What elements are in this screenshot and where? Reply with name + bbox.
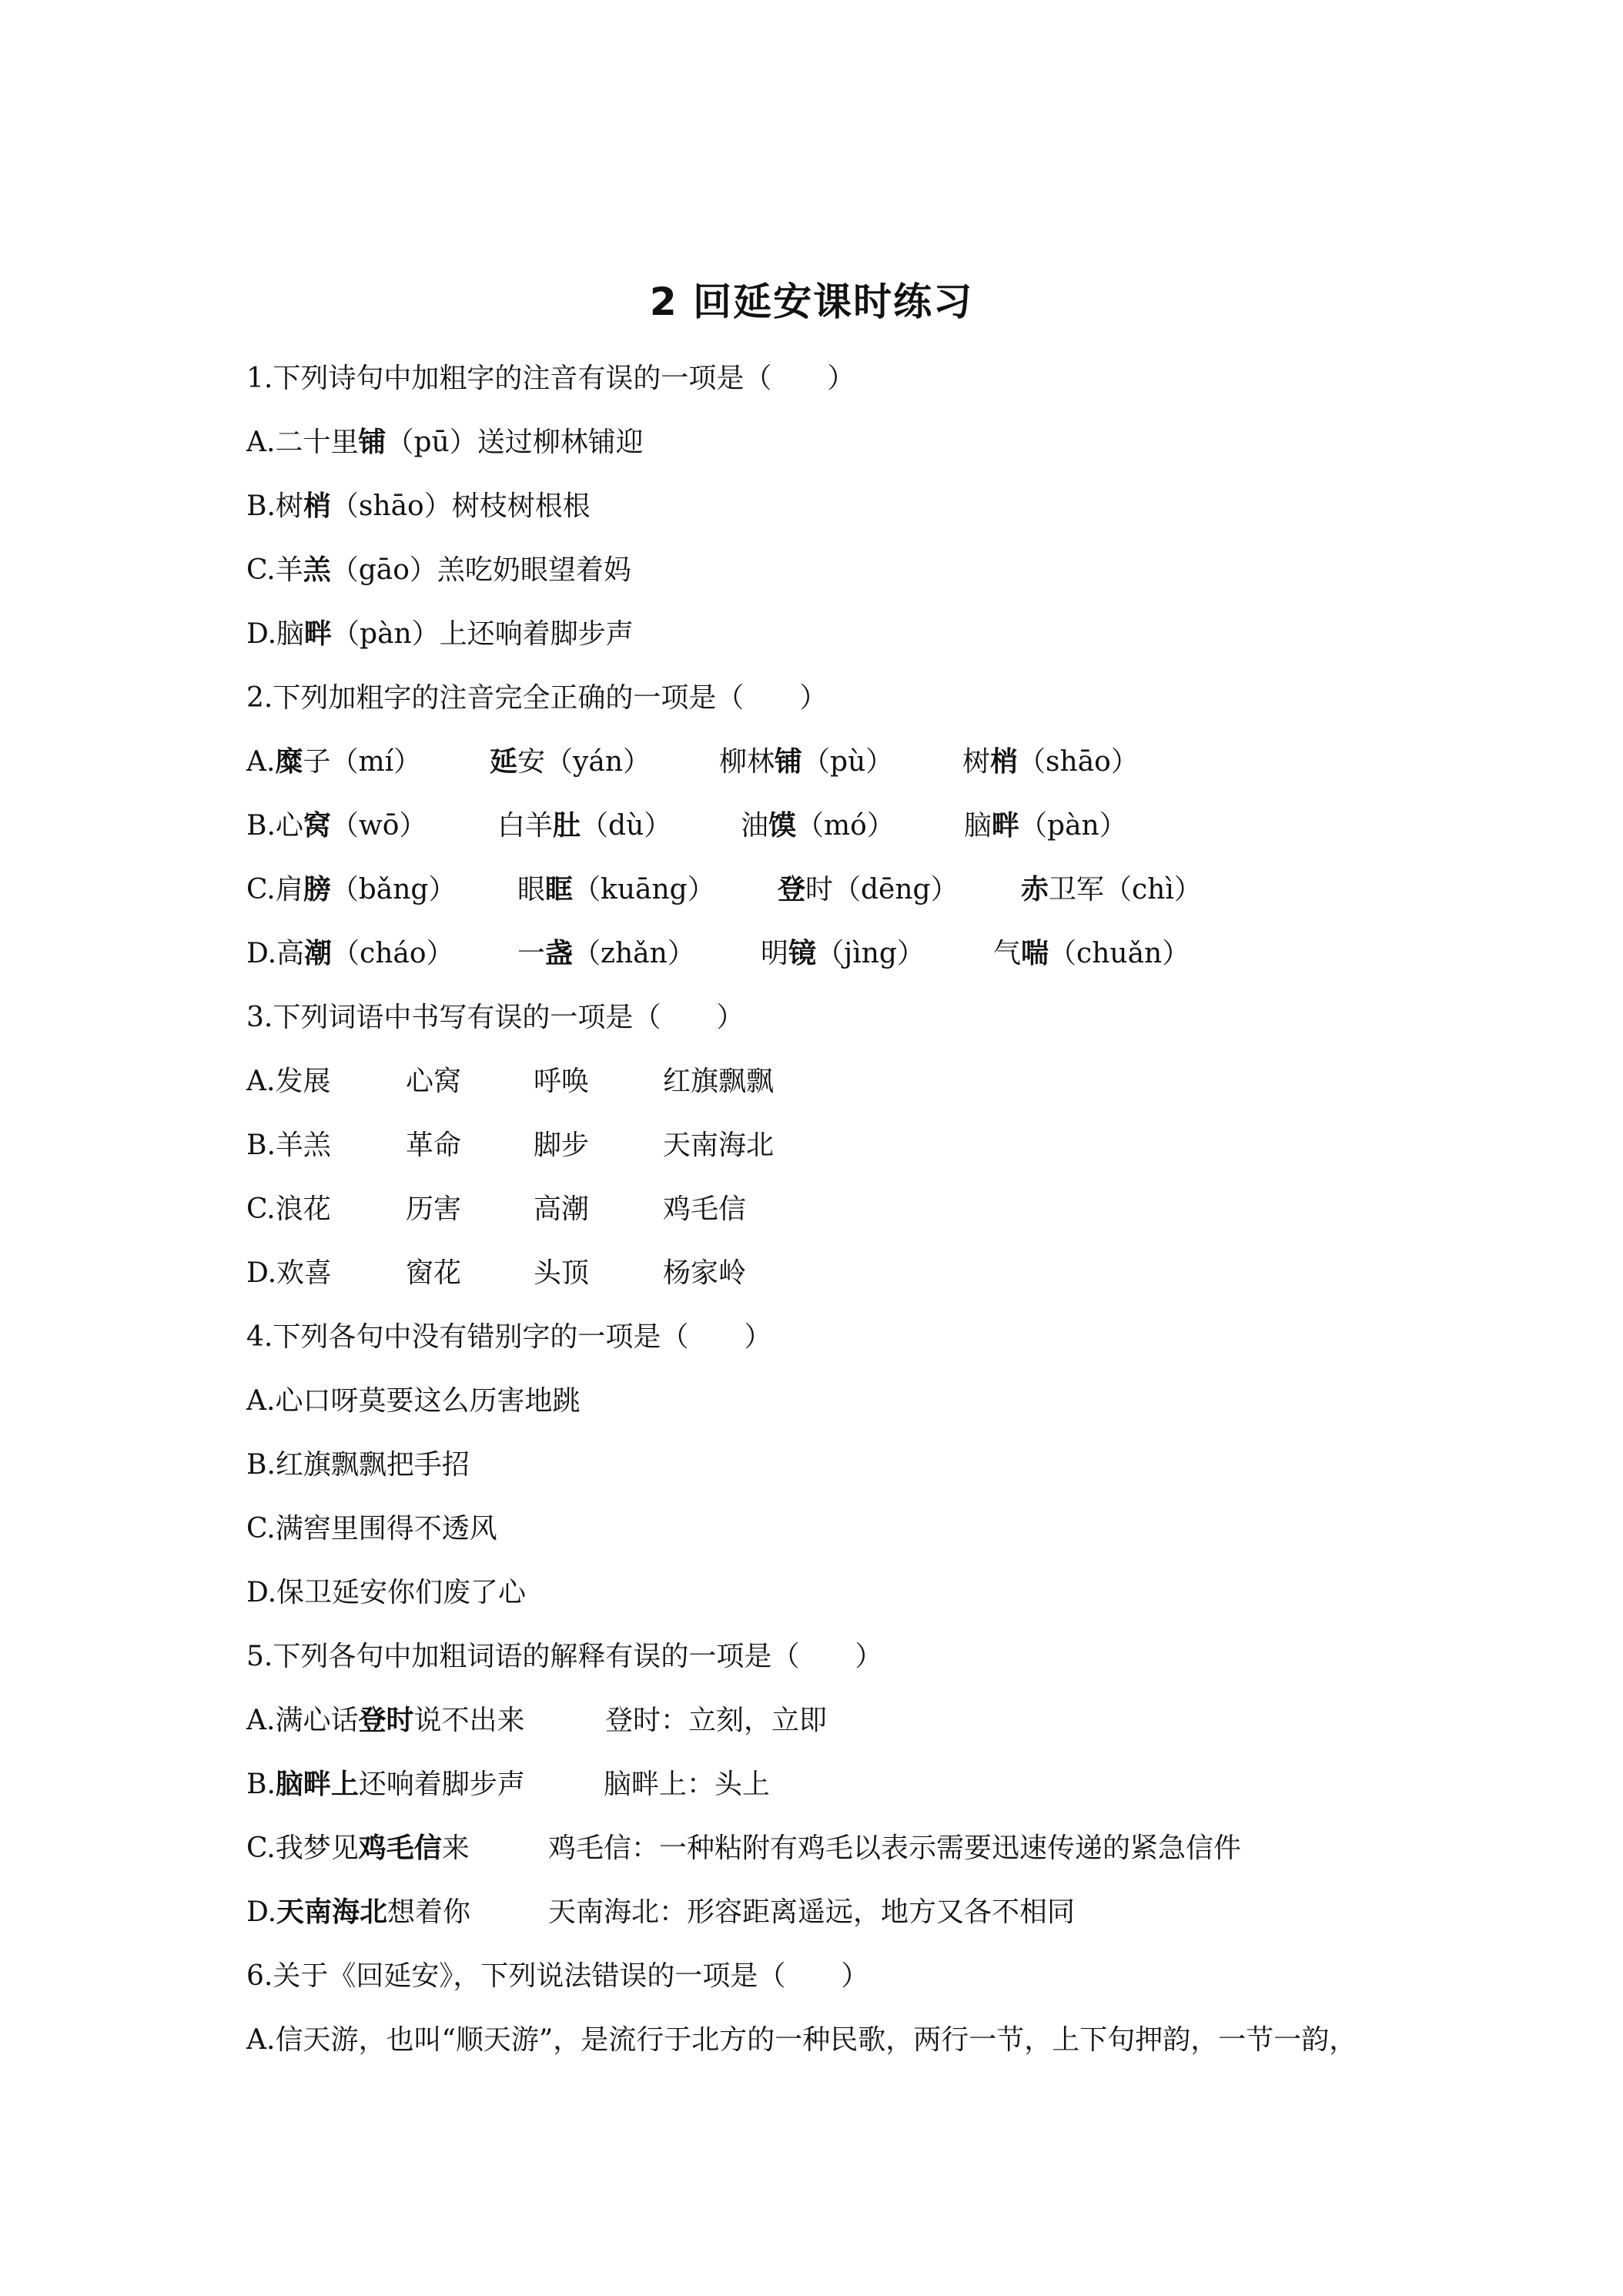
bold-char: 铺 xyxy=(358,426,387,458)
q3-option-b xyxy=(246,1113,1386,1177)
page-title: 2 回延安课时练习 xyxy=(649,279,974,324)
q2-option-c xyxy=(246,858,1386,922)
q3-option-c xyxy=(246,1177,1386,1241)
word: D.欢喜 xyxy=(246,1257,333,1289)
q2-item: D.高潮（cháo） xyxy=(246,937,454,969)
q2-item: 脑畔（pàn） xyxy=(964,809,1127,842)
q2-item: 赤卫军（chì） xyxy=(1021,873,1202,905)
option-text: B.树 xyxy=(246,490,303,522)
explanation: 天南海北：形容距离遥远，地方又各不相同 xyxy=(548,1896,1076,1928)
option-text: （pū）送过柳林铺迎 xyxy=(386,427,644,458)
q2-option-d xyxy=(246,922,1386,986)
word: C.浪花 xyxy=(246,1193,331,1225)
q4-stem: 4.下列各句中没有错别字的一项是（ ） xyxy=(246,1321,772,1353)
word: 高潮 xyxy=(534,1193,590,1225)
word: B.羊羔 xyxy=(246,1130,331,1161)
q1-stem: 1.下列诗句中加粗字的注音有误的一项是（ ） xyxy=(246,363,855,394)
q2-option-b xyxy=(246,794,1386,858)
option-text: （pàn）上还响着脚步声 xyxy=(332,618,634,650)
q2-item: 树梢（shāo） xyxy=(962,745,1139,778)
word: 革命 xyxy=(406,1130,462,1161)
word: 杨家岭 xyxy=(663,1257,747,1289)
q2-item: 眼眶（kuāng） xyxy=(517,873,715,905)
q5-option-a xyxy=(246,1689,1386,1752)
word: 天南海北 xyxy=(663,1130,775,1161)
q2-item: A.糜子（mí） xyxy=(246,745,422,778)
explanation: 登时：立刻，立即 xyxy=(605,1705,828,1736)
q5-option-b xyxy=(246,1752,1386,1816)
sentence: A.满心话登时说不出来 xyxy=(246,1704,525,1736)
q5-stem: 5.下列各句中加粗词语的解释有误的一项是（ ） xyxy=(246,1641,883,1672)
option-text: A.二十里 xyxy=(246,427,359,458)
bold-char: 羔 xyxy=(303,554,331,586)
q4-option-a: A.心口呀莫要这么历害地跳 xyxy=(246,1385,581,1417)
q2-item: 柳林铺（pù） xyxy=(719,745,894,778)
sentence: B.脑畔上还响着脚步声 xyxy=(246,1768,525,1800)
word: 头顶 xyxy=(534,1257,590,1289)
word: 鸡毛信 xyxy=(663,1193,747,1225)
word: A.发展 xyxy=(246,1066,331,1097)
q2-item: 油馍（mó） xyxy=(741,809,895,842)
explanation: 鸡毛信：一种粘附有鸡毛以表示需要迅速传递的紧急信件 xyxy=(548,1832,1242,1864)
q3-option-d xyxy=(246,1241,1386,1305)
q3-stem: 3.下列词语中书写有误的一项是（ ） xyxy=(246,1002,745,1033)
q2-item: 登时（dēng） xyxy=(778,873,959,905)
q1-option-b xyxy=(246,474,1386,538)
q2-item: B.心窝（wō） xyxy=(246,809,427,842)
bold-char: 畔 xyxy=(304,618,333,650)
q6-option-a: A.信天游，也叫“顺天游”，是流行于北方的一种民歌，两行一节，上下句押韵，一节一韵， xyxy=(246,2024,1357,2056)
q3-option-a xyxy=(246,1049,1386,1113)
q2-item: 白羊肚（dù） xyxy=(497,809,672,842)
explanation: 脑畔上：头上 xyxy=(604,1769,771,1800)
word: 脚步 xyxy=(534,1130,590,1161)
q6-stem: 6.关于《回延安》，下列说法错误的一项是（ ） xyxy=(246,1960,869,1992)
word: 呼唤 xyxy=(534,1066,590,1097)
sentence: C.我梦见鸡毛信来 xyxy=(246,1832,470,1864)
q1-option-c xyxy=(246,538,1386,602)
q2-option-a xyxy=(246,730,1386,794)
q4-option-c: C.满窖里围得不透风 xyxy=(246,1513,497,1545)
bold-char: 梢 xyxy=(303,490,331,522)
option-text: C.羊 xyxy=(246,554,303,586)
q4-option-b: B.红旗飘飘把手招 xyxy=(246,1449,470,1481)
word: 历害 xyxy=(406,1193,462,1225)
q2-item: 明镜（jìng） xyxy=(761,937,925,969)
sentence: D.天南海北想着你 xyxy=(246,1896,471,1928)
q4-option-d: D.保卫延安你们废了心 xyxy=(246,1577,527,1608)
q2-item: 一盏（zhǎn） xyxy=(517,937,695,969)
question-list xyxy=(246,346,1386,2072)
word: 红旗飘飘 xyxy=(663,1066,775,1097)
q1-option-d xyxy=(246,602,1386,666)
q2-stem: 2.下列加粗字的注音完全正确的一项是（ ） xyxy=(246,682,828,714)
q2-item: 延安（yán） xyxy=(490,745,651,778)
word: 窗花 xyxy=(406,1257,462,1289)
q2-item: 气喘（chuǎn） xyxy=(993,937,1190,969)
q1-option-a xyxy=(246,410,1386,474)
q5-option-d xyxy=(246,1880,1386,1944)
option-text: D.脑 xyxy=(246,618,305,650)
option-text: （gāo）羔吃奶眼望着妈 xyxy=(330,554,631,586)
q5-option-c xyxy=(246,1816,1386,1880)
word: 心窝 xyxy=(406,1066,462,1097)
option-text: （shāo）树枝树根根 xyxy=(330,490,591,522)
q2-item: C.肩膀（bǎng） xyxy=(246,873,457,905)
